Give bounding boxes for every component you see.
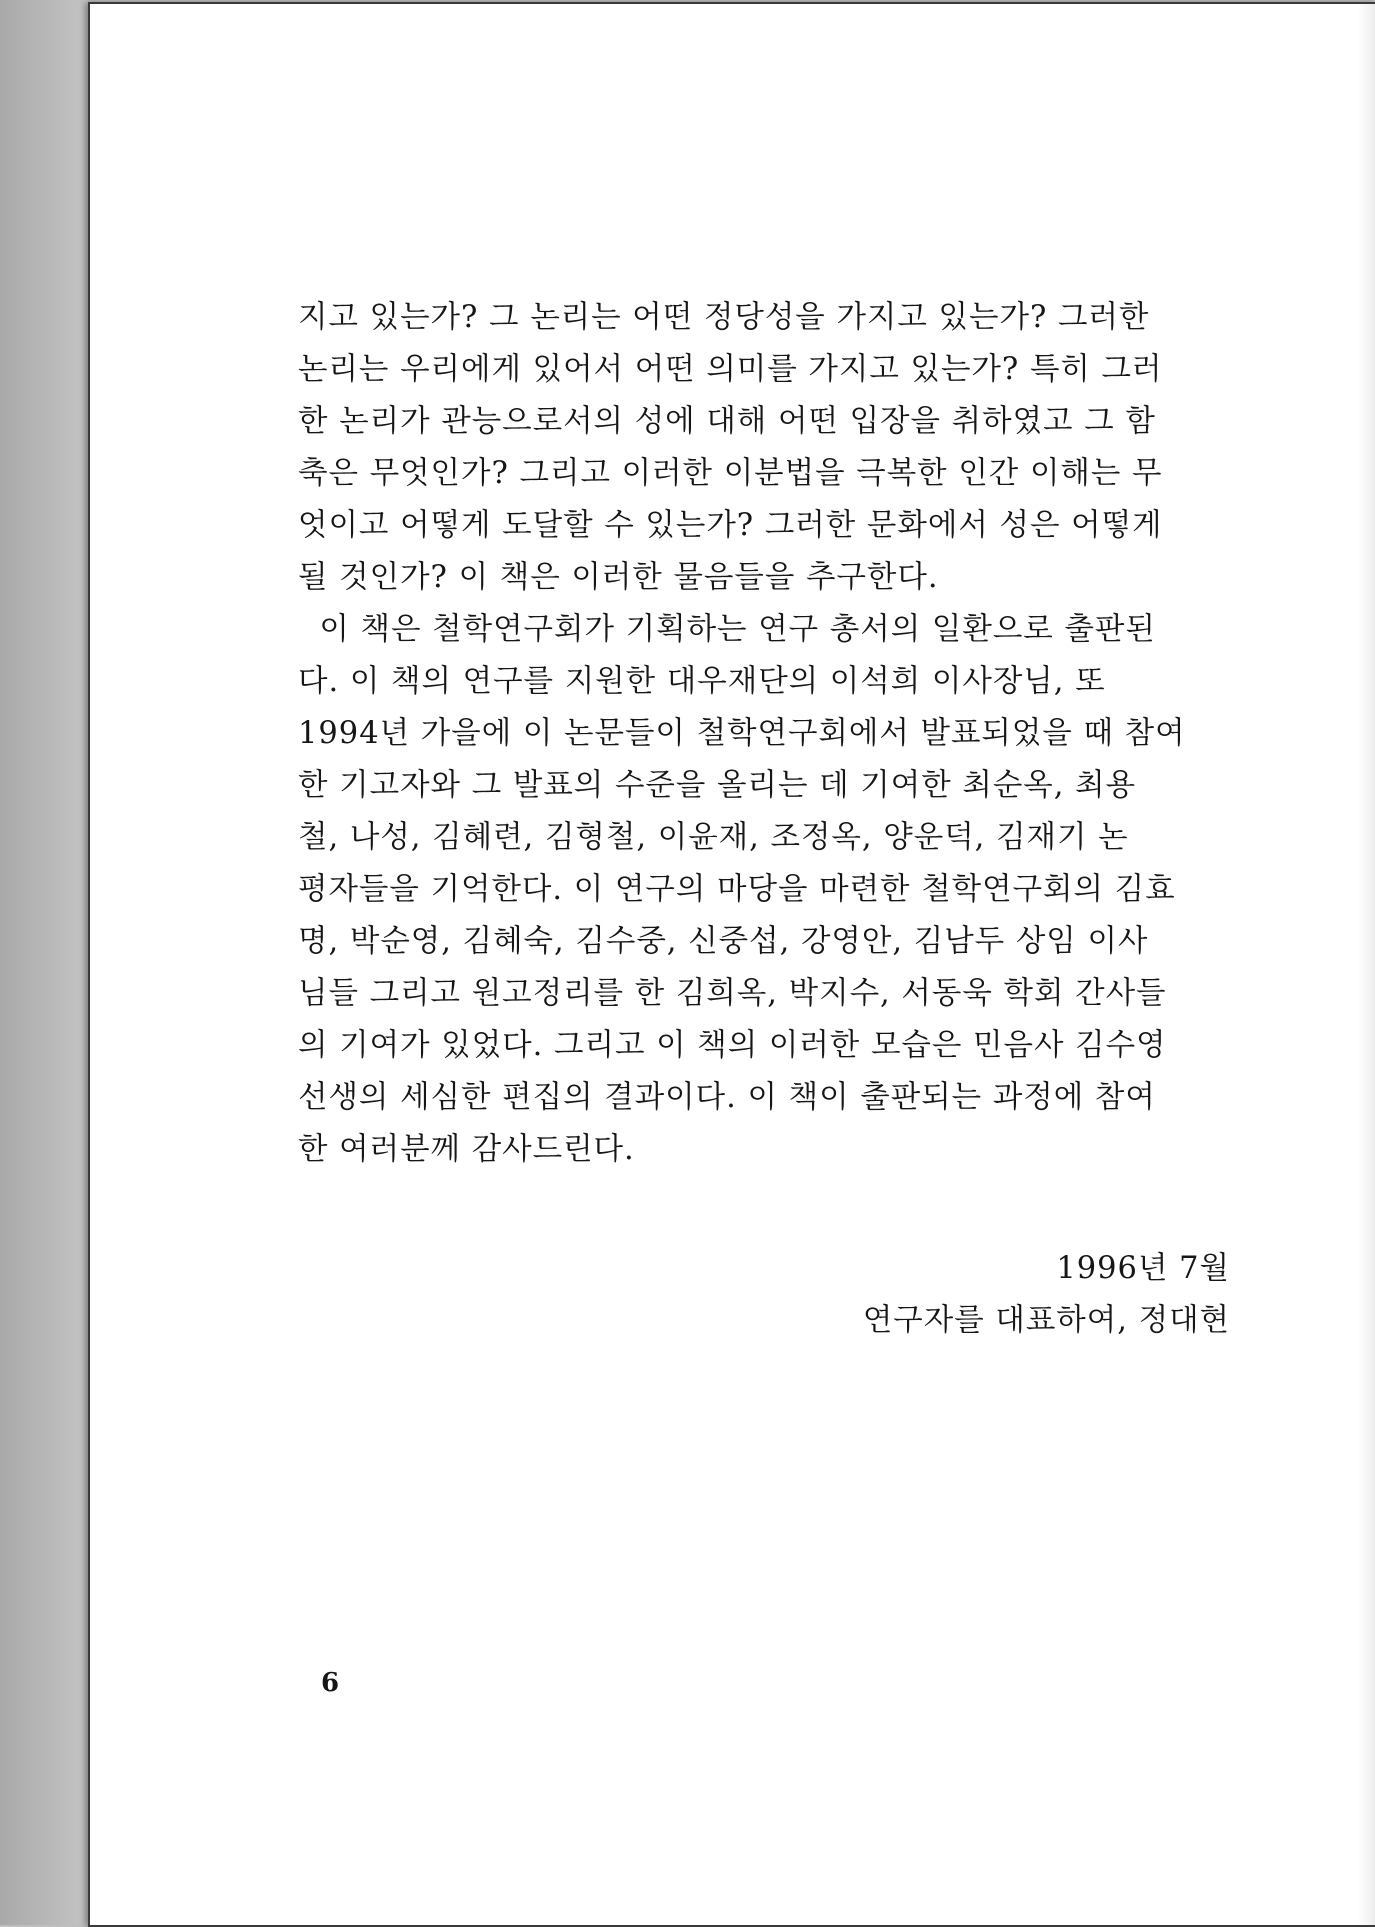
text-line: 한 여러분께 감사드린다. (298, 1132, 635, 1167)
text-line: 논리는 우리에게 있어서 어떤 의미를 가지고 있는가? 특히 그러 (298, 352, 1163, 387)
page-edge (1357, 4, 1375, 1925)
signature: 연구자를 대표하여, 정대현 (862, 1303, 1230, 1338)
text-line: 철, 나성, 김혜련, 김형철, 이윤재, 조정옥, 양운덕, 김재기 논 (298, 820, 1129, 855)
text-line: 축은 무엇인가? 그리고 이러한 이분법을 극복한 인간 이해는 무 (298, 456, 1163, 491)
text-line: 지고 있는가? 그 논리는 어떤 정당성을 가지고 있는가? 그러한 (298, 300, 1150, 335)
text-line: 평자들을 기억한다. 이 연구의 마당을 마련한 철학연구회의 김효 (298, 872, 1176, 907)
page-shadow (0, 0, 88, 1925)
text-line: 될 것인가? 이 책은 이러한 물음들을 추구한다. (298, 560, 939, 595)
text-line: 명, 박순영, 김혜숙, 김수중, 신중섭, 강영안, 김남두 상임 이사 (298, 924, 1149, 959)
text-line: 1994년 가을에 이 논문들이 철학연구회에서 발표되었을 때 참여 (298, 716, 1186, 751)
text-line: 의 기여가 있었다. 그리고 이 책의 이러한 모습은 민음사 김수영 (298, 1028, 1167, 1063)
text-line: 한 기고자와 그 발표의 수준을 올리는 데 기여한 최순옥, 최용 (298, 768, 1137, 803)
date: 1996년 7월 (1056, 1251, 1230, 1286)
text-line: 한 논리가 관능으로서의 성에 대해 어떤 입장을 취하였고 그 함 (298, 404, 1156, 439)
text-line: 선생의 세심한 편집의 결과이다. 이 책이 출판되는 과정에 참여 (298, 1080, 1156, 1115)
text-line: 엇이고 어떻게 도달할 수 있는가? 그러한 문화에서 성은 어떻게 (298, 508, 1163, 543)
document-page (88, 2, 1375, 1927)
closing-signature (863, 1243, 1230, 1347)
text-line: 님들 그리고 원고정리를 한 김희옥, 박지수, 서동욱 학회 간사들 (298, 976, 1167, 1011)
page-number: 6 (321, 1668, 340, 1698)
text-line: 이 책은 철학연구회가 기획하는 연구 총서의 일환으로 출판된 (298, 612, 1156, 647)
text-line: 다. 이 책의 연구를 지원한 대우재단의 이석희 이사장님, 또 (298, 664, 1106, 699)
body-text (298, 292, 1233, 1176)
